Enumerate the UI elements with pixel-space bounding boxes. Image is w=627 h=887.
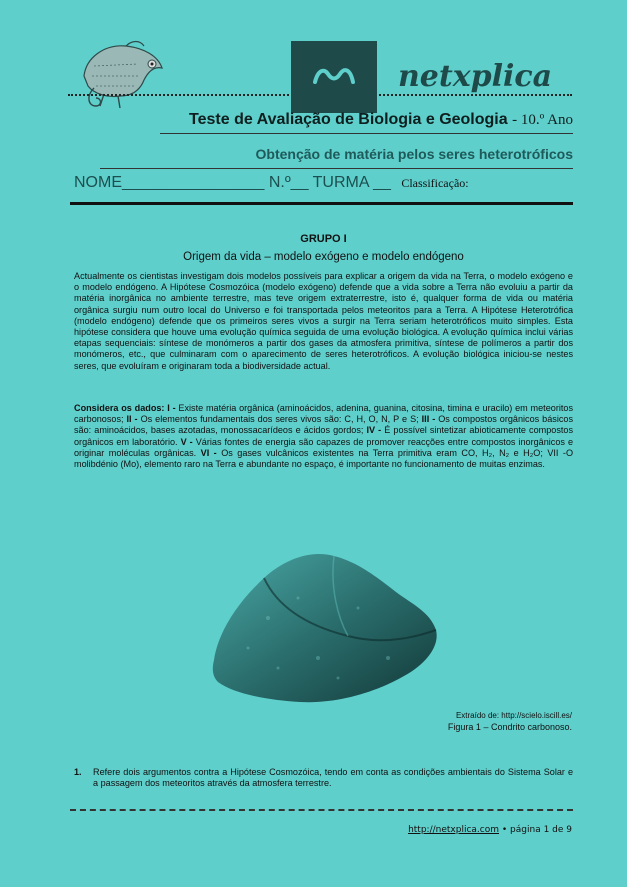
student-fields: NOME________________ N.º__ TURMA __ <box>74 174 391 191</box>
chameleon-illustration <box>74 36 170 110</box>
group-subtitle: Origem da vida – modelo exógeno e modelo endógeno <box>183 251 464 263</box>
group-title: GRUPO I <box>300 233 347 245</box>
data-paragraph <box>74 403 573 470</box>
classification-label: Classificação: <box>401 176 469 190</box>
data-item-4: É possível sintetizar abioticamente compostos orgânicos em laboratório. <box>74 425 573 447</box>
data-label-4: IV - <box>366 425 382 436</box>
subtitle-rule <box>100 168 573 169</box>
data-item-5: Várias fontes de energia são capazes de promover reacções entre compostos inorgânicos e originar moléculas orgânicas. <box>74 436 574 458</box>
answer-dashed-rule <box>70 809 573 811</box>
test-subtitle: Obtenção de matéria pelos seres heterotróficos <box>255 146 573 162</box>
data-label-3: III - <box>421 414 436 425</box>
intro-paragraph: Actualmente os cientistas investigam dois modelos possíveis para explicar a origem da vida na Terra, o modelo exógeno e o modelo endógeno. A Hipótese Cosmozóica (modelo exógeno) defende que a vida sobre a Terra não evoluiu a partir da matéria inorgânica no ambiente terrestre, mas teve origem extraterrestre, isto é, qualquer forma de vida ou matéria orgânica surgiu num outro local do Universo e foi transportada pelos meteoritos para a Terra. A Hipótese Heterotrófica (modelo endógeno) defende que os primeiros seres vivos a surgir na Terra seriam heterotróficos muito simples. Esta hipótese considera que houve uma evolução química seguida de uma evolução biológica. A evolução química inclui várias etapas sequenciais: síntese de monómeros a partir dos gases da atmosfera primitiva, síntese de polímeros a partir dos monómeros, etc., que culminaram com o aparecimento de seres heterotróficos. A evolução biológica iniciou-se nestes seres, que evoluíram e originaram toda a biodiversidade actual. <box>74 271 573 371</box>
data-item-3: Os compostos orgânicos básicos são: aminoácidos, bases azotadas, monossacarídeos e ácidos gordos; <box>74 414 574 436</box>
site-link[interactable]: http://netxplica.com <box>408 825 499 835</box>
page-number: • página 1 de 9 <box>501 825 572 835</box>
question-number: 1. <box>74 767 82 777</box>
data-item-6: Os gases vulcânicos existentes na Terra primitiva eram CO, H₂, N₂ e H₂O; VII -O molibdénio (Mo), elemento raro na Terra e abundante no espaço, é importante no funcionamento de muitas enzimas. <box>74 447 574 470</box>
figure-credit: Extraído de: http://scielo.iscill.es/ <box>455 711 572 720</box>
test-title-text: Teste de Avaliação de Biologia e Geologia <box>189 111 508 128</box>
header-thick-rule <box>70 202 573 205</box>
data-label-6: VI - <box>200 447 217 458</box>
page-footer <box>300 825 572 835</box>
data-item-1: Existe matéria orgânica (aminoácidos, adenina, guanina, citosina, timina e uracilo) em meteoritos carbonosos; <box>74 403 573 425</box>
question-text: Refere dois argumentos contra a Hipótese Cosmozóica, tendo em conta as condições ambientais do Sistema Solar e a passagem dos meteoritos através da atmosfera terrestre. <box>93 767 573 789</box>
data-label-1: I - <box>167 403 176 413</box>
logo-wave-icon <box>312 64 356 86</box>
brand-text: netxplica <box>398 59 553 94</box>
data-lead: Considera os dados: <box>74 403 165 413</box>
brand-logo <box>398 56 573 96</box>
test-title <box>100 111 573 129</box>
title-rule <box>160 133 573 134</box>
data-item-2: Os elementos fundamentais dos seres vivos são: C, H, O, N, P e S; <box>140 414 419 425</box>
data-label-2: II - <box>126 414 138 425</box>
figure-caption: Figura 1 – Condrito carbonoso. <box>447 722 572 732</box>
data-label-5: V - <box>180 436 193 447</box>
meteorite-image <box>208 548 440 706</box>
student-info-line <box>74 174 469 192</box>
test-grade: - 10.º Ano <box>512 112 573 128</box>
question-1 <box>74 767 573 789</box>
